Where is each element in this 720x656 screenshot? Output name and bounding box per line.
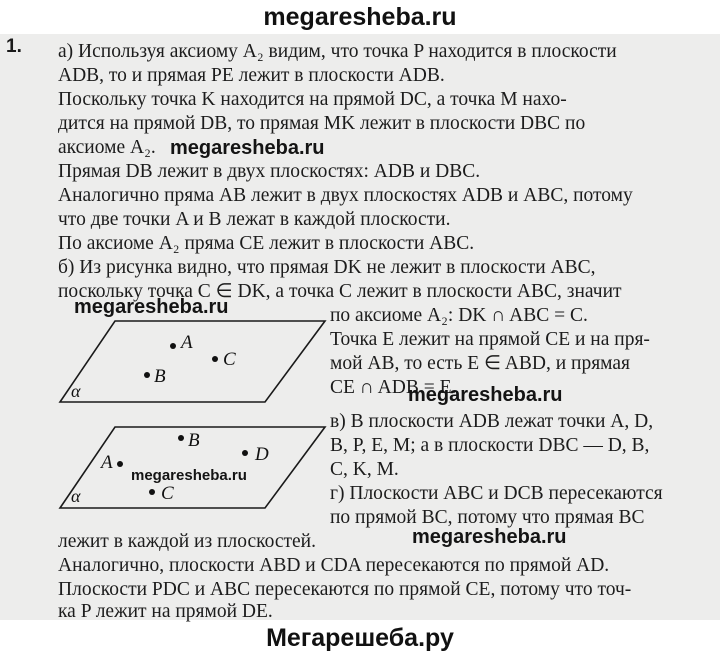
- point-label: A: [181, 332, 193, 353]
- text-line: дится на прямой DB, то прямая MK лежит в плоскости DBC по: [58, 113, 586, 134]
- point-dot: [117, 461, 123, 467]
- text-line: б) Из рисунка видно, что прямая DK не лежит в плоскости ABC,: [58, 257, 596, 278]
- text-line: по аксиоме A₂: DK ∩ ABC = C.: [330, 305, 588, 326]
- point-label: B: [154, 366, 166, 387]
- text-line: Прямая DB лежит в двух плоскостях: ADB и DBC.: [58, 161, 481, 182]
- text-line: а) Используя аксиому A₂ видим, что точка P находится в плоскости: [58, 41, 617, 62]
- plane-figure-2: [55, 422, 330, 512]
- text-line: C, K, M.: [330, 459, 399, 480]
- text-line: аксиоме A₂.: [58, 137, 156, 158]
- text-line: поскольку точка C ∈ DK, а точка C лежит в плоскости ABC, значит: [58, 281, 622, 302]
- text-line: Плоскости PDC и ABC пересекаются по прямой CE, потому что точ-: [58, 579, 632, 600]
- plane-label: α: [71, 486, 81, 506]
- point-label: D: [255, 444, 269, 465]
- problem-number: 1.: [6, 36, 22, 57]
- plane-figure-1: [55, 316, 330, 406]
- site-footer: Мегарешеба.ру: [266, 624, 454, 652]
- point-dot: [178, 435, 184, 441]
- text-line: в) В плоскости ADB лежат точки A, D,: [330, 411, 654, 432]
- point-label: C: [223, 349, 236, 370]
- text-line: По аксиоме A₂ пряма CE лежит в плоскости ABC.: [58, 233, 475, 254]
- text-line: ADB, то и прямая PE лежит в плоскости ADB.: [58, 65, 445, 86]
- point-dot: [149, 489, 155, 495]
- site-header: megaresheba.ru: [263, 3, 457, 31]
- watermark: megaresheba.ru: [412, 526, 567, 548]
- text-line: Аналогично, плоскости ABD и CDA пересекаются по прямой AD.: [58, 555, 610, 576]
- text-line: г) Плоскости ABC и DCB пересекаются: [330, 483, 663, 504]
- point-dot: [242, 450, 248, 456]
- watermark: megaresheba.ru: [170, 137, 325, 159]
- text-line: Поскольку точка K находится на прямой DC, а точка M нахо-: [58, 89, 567, 110]
- text-line: CE ∩ ADB = E.: [330, 377, 457, 398]
- point-dot: [170, 343, 176, 349]
- text-line: Аналогично пряма AB лежит в двух плоскостях ADB и ABC, потому: [58, 185, 633, 206]
- watermark: megaresheba.ru: [408, 384, 563, 406]
- text-line: мой AB, то есть E ∈ ABD, и прямая: [330, 353, 631, 374]
- plane-label: α: [71, 381, 81, 401]
- text-line: что две точки A и B лежат в каждой плоскости.: [58, 209, 451, 230]
- text-line: по прямой BC, потому что прямая BC: [330, 507, 645, 528]
- point-dot: [144, 372, 150, 378]
- watermark: megaresheba.ru: [74, 296, 229, 318]
- text-line: лежит в каждой из плоскостей.: [58, 531, 316, 552]
- point-label: A: [101, 452, 113, 473]
- point-dot: [212, 356, 218, 362]
- watermark: megaresheba.ru: [131, 467, 247, 484]
- point-label: B: [188, 430, 200, 451]
- text-line: ка P лежит на прямой DE.: [58, 601, 273, 622]
- text-line: B, P, E, M; а в плоскости DBC — D, B,: [330, 435, 650, 456]
- text-line: Точка E лежит на прямой CE и на пря-: [330, 329, 650, 350]
- point-label: C: [161, 483, 174, 504]
